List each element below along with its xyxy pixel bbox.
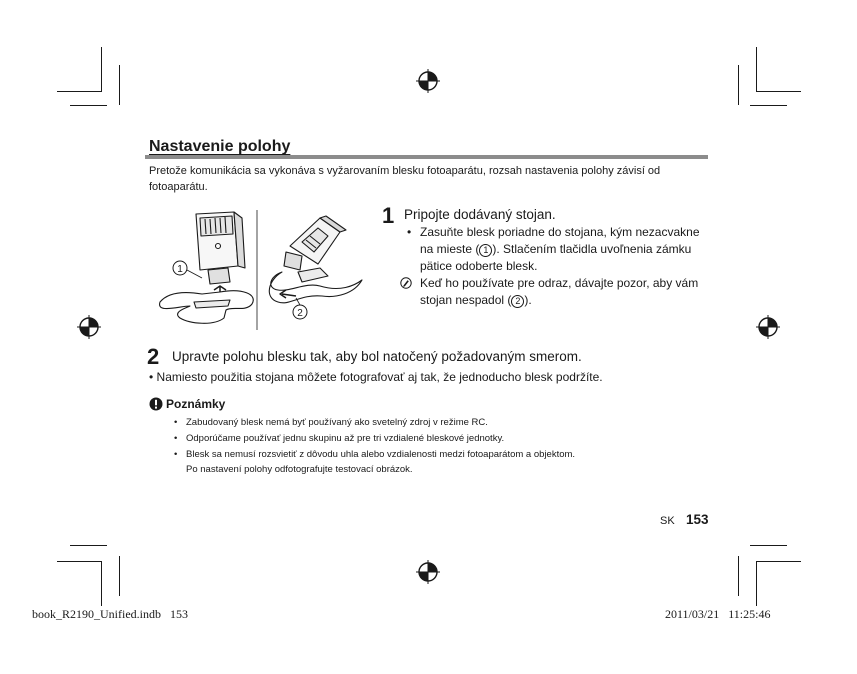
flash-stand-illustration xyxy=(150,206,370,332)
step-2-number: 2 xyxy=(147,344,160,369)
bullet-marker: • xyxy=(174,433,178,444)
step-1-title: Pripojte dodávaný stojan. xyxy=(404,207,556,222)
bullet-marker: • xyxy=(174,449,178,460)
notes-item-text-continued: Po nastavení polohy odfotografujte testovací obrázok. xyxy=(186,463,413,475)
intro-paragraph: Pretože komunikácia sa vykonáva s vyžarovaním blesku fotoaparátu, rozsah nastavenia polohy závisí od fotoaparátu. xyxy=(149,165,661,193)
bullet-marker: • xyxy=(174,417,178,428)
registration-mark-bottom xyxy=(416,560,440,584)
step-1-bullet-text-b: ). Stlačením tlačidla uvoľnenia zámku pätice odoberte blesk. xyxy=(420,242,692,273)
callout-1-label: 1 xyxy=(177,264,183,275)
callout-1-circle xyxy=(173,261,187,275)
step-1-note xyxy=(406,275,706,309)
registration-mark-right xyxy=(756,315,780,339)
footer-file-slug: book_R2190_Unified.indb 153 xyxy=(32,607,188,621)
notes-item-text: Zabudovaný blesk nemá byť používaný ako svetelný zdroj v režime RC. xyxy=(186,417,488,428)
step-1-number: 1 xyxy=(382,203,395,228)
step-1-bullet xyxy=(406,224,706,275)
notes-heading xyxy=(149,396,225,412)
step-2-bullet: • Namiesto použitia stojana môžete fotografovať aj tak, že jednoducho blesk podržíte. xyxy=(149,370,603,384)
notes-item-text: Odporúčame používať jednu skupinu až pre tri vzdialené bleskové jednotky. xyxy=(186,433,505,444)
section-title: Nastavenie polohy xyxy=(149,138,291,155)
title-rule xyxy=(145,155,708,159)
notes-item xyxy=(174,432,694,447)
callout-2-circle xyxy=(293,305,307,319)
notes-list xyxy=(174,416,694,479)
notes-item xyxy=(174,416,694,431)
registration-mark-left xyxy=(77,315,101,339)
page-number: 153 xyxy=(686,512,709,527)
bullet-marker: • xyxy=(407,225,412,239)
notes-item-text: Blesk sa nemusí rozsvietiť z dôvodu uhla alebo vzdialenosti medzi fotoaparátom a objektom. xyxy=(186,449,576,460)
notes-item xyxy=(174,448,694,477)
circled-number-1: 1 xyxy=(479,244,492,257)
circled-number-2: 2 xyxy=(511,295,524,308)
step-1-details xyxy=(406,224,706,309)
notes-heading-text: Poznámky xyxy=(166,397,226,411)
note-icon xyxy=(400,277,412,289)
footer-timestamp: 2011/03/21 11:25:46 xyxy=(665,607,771,621)
alert-icon xyxy=(149,397,163,411)
registration-mark-top xyxy=(416,69,440,93)
step-1-note-text-a: Keď ho používate pre odraz, dávajte pozor, aby vám stojan nespadol ( xyxy=(420,276,699,307)
step-1-bullet-text-a: Zasuňte blesk poriadne do stojana, kým nezacvakne na mieste ( xyxy=(420,225,700,256)
step-2-title: Upravte polohu blesku tak, aby bol natočený požadovaným smerom. xyxy=(172,349,582,364)
page-language: SK xyxy=(660,515,675,527)
step-1-note-text-b: ). xyxy=(524,293,532,307)
callout-2-label: 2 xyxy=(297,308,303,319)
flash-release-drawing xyxy=(269,216,362,303)
